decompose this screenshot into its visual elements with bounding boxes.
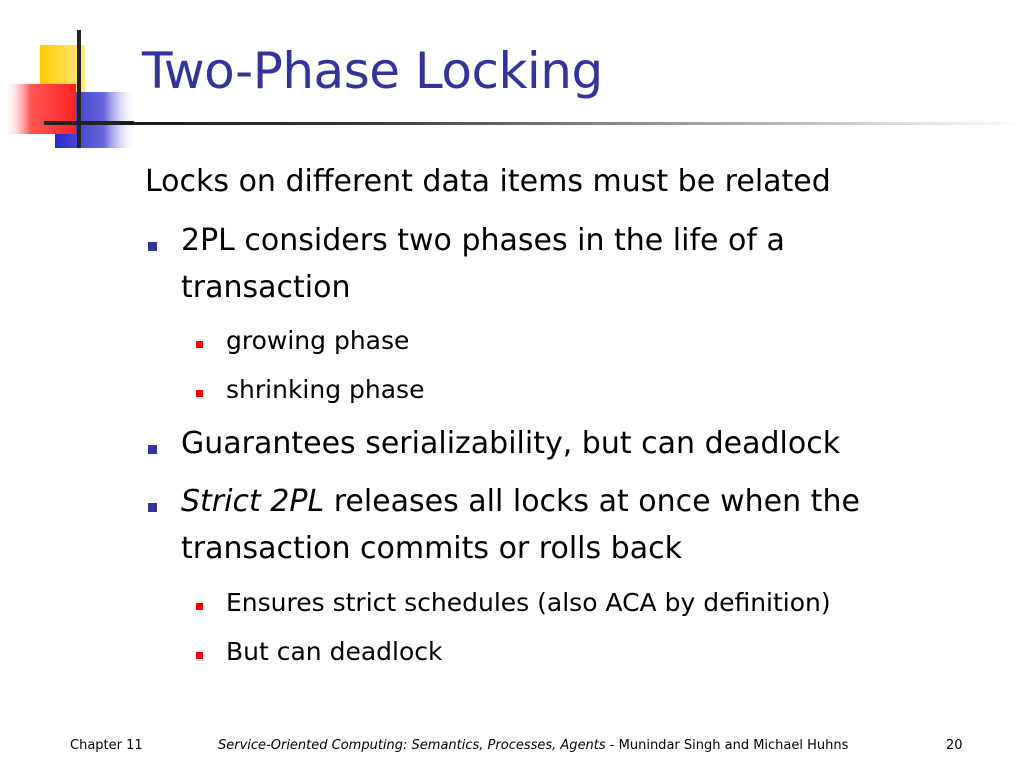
- bullet-square-icon: [148, 445, 157, 454]
- footer-book-title: Service-Oriented Computing: Semantics, Processes, Agents: [218, 738, 606, 753]
- sub-bullet-square-icon: [196, 341, 203, 348]
- sub-bullet-deadlock: But can deadlock: [226, 637, 443, 666]
- bullet-square-icon: [148, 503, 157, 512]
- footer-separator: -: [605, 738, 619, 753]
- sub-bullet-square-icon: [196, 603, 203, 610]
- bullet-3-line-1-rest: releases all locks at once when the: [324, 484, 860, 519]
- footer-authors: Munindar Singh and Michael Huhns: [618, 738, 849, 753]
- sub-bullet-ensures: Ensures strict schedules (also ACA by definition): [226, 588, 831, 617]
- sub-bullet-square-icon: [196, 390, 203, 397]
- bullet-2-line-1: Guarantees serializability, but can deadlock: [181, 426, 841, 461]
- slide-title: Two-Phase Locking: [142, 42, 603, 100]
- bullet-3-line-2: transaction commits or rolls back: [181, 531, 682, 566]
- bullet-1-line-1: 2PL considers two phases in the life of a: [181, 223, 785, 258]
- footer-chapter: Chapter 11: [70, 738, 143, 753]
- bullet-1-line-2: transaction: [181, 270, 351, 305]
- sub-bullet-shrinking: shrinking phase: [226, 375, 425, 404]
- bullet-3-line-1: [181, 484, 860, 519]
- footer-page-number: 20: [946, 738, 963, 753]
- intro-text: Locks on different data items must be related: [145, 164, 831, 199]
- sub-bullet-growing: growing phase: [226, 326, 410, 355]
- sub-bullet-square-icon: [196, 652, 203, 659]
- footer-citation: [218, 738, 848, 753]
- bullet-square-icon: [148, 242, 157, 251]
- strict-2pl-term: Strict 2PL: [181, 484, 325, 519]
